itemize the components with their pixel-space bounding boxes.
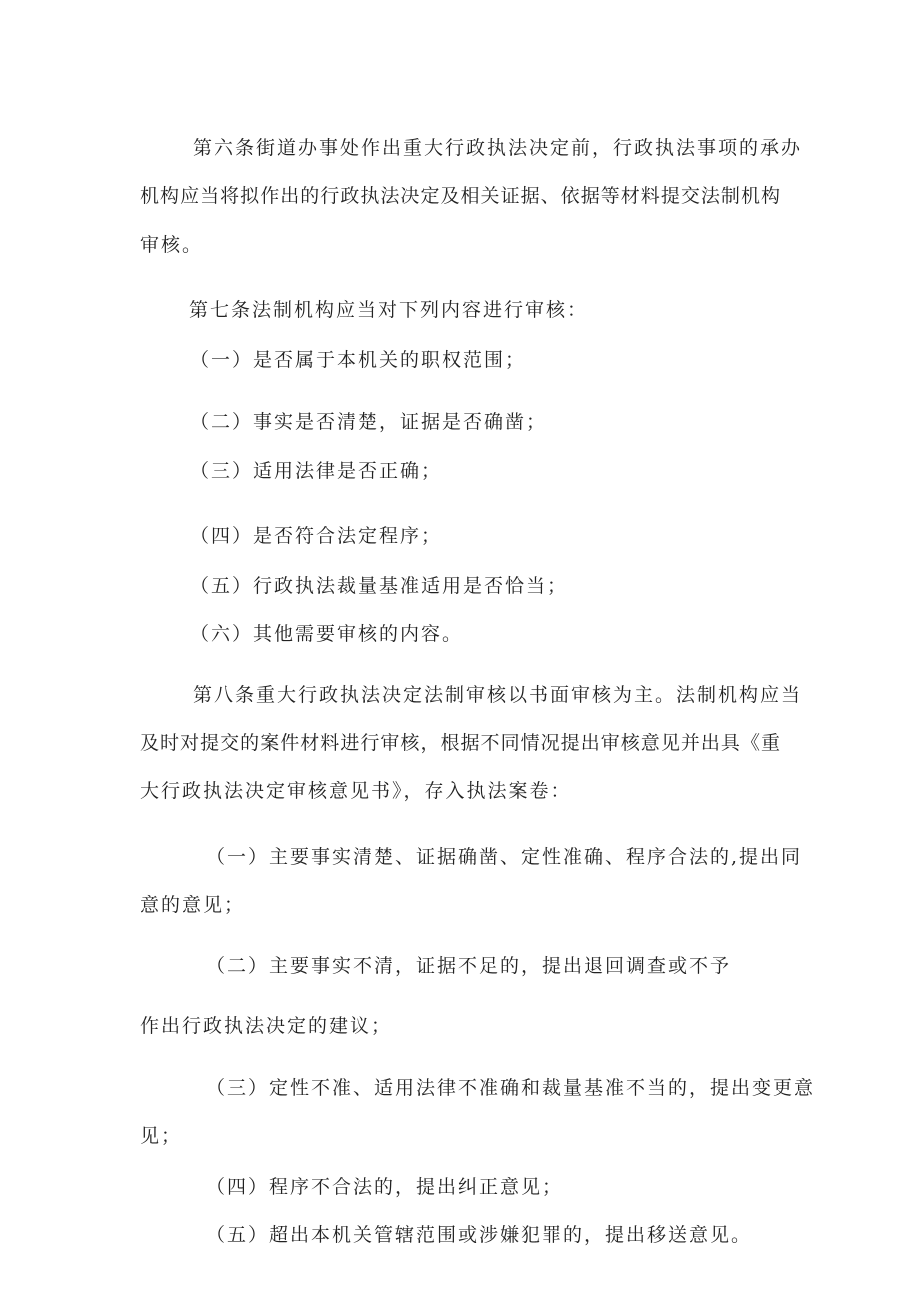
- article7-item-5: （五）行政执法裁量基准适用是否恰当；: [190, 575, 569, 597]
- article6-line-3: 审核。: [140, 234, 204, 256]
- article6-line-2: 机构应当将拟作出的行政执法决定及相关证据、依据等材料提交法制机构: [140, 185, 780, 207]
- article8-line-1: 第八条重大行政执法决定法制审核以书面审核为主。法制机构应当: [193, 684, 803, 706]
- article6-line-1: 第六条街道办事处作出重大行政执法决定前，行政执法事项的承办: [193, 137, 803, 159]
- article7-item-4: （四）是否符合法定程序；: [190, 525, 443, 547]
- article7-item-1: （一）是否属于本机关的职权范围；: [190, 349, 527, 371]
- article8-item-3-line-1: （三）定性不准、适用法律不准确和裁量基准不当的，提出变更意: [206, 1077, 816, 1099]
- article7-item-6: （六）其他需要审核的内容。: [190, 623, 464, 645]
- article8-line-3: 大行政执法决定审核意见书》，存入执法案卷：: [140, 780, 572, 802]
- article7-item-2: （二）事实是否清楚，证据是否确凿；: [190, 411, 548, 433]
- article7-heading: 第七条法制机构应当对下列内容进行审核：: [189, 299, 589, 321]
- article8-item-5: （五）超出本机关管辖范围或涉嫌犯罪的，提出移送意见。: [206, 1224, 753, 1246]
- article8-item-2-line-1: （二）主要事实不清，证据不足的，提出退回调查或不予: [206, 955, 732, 977]
- article8-item-4: （四）程序不合法的，提出纠正意见；: [206, 1176, 564, 1198]
- article7-item-3: （三）适用法律是否正确；: [190, 460, 443, 482]
- article8-item-1-line-1: （一）主要事实清楚、证据确凿、定性准确、程序合法的,提出同: [206, 846, 803, 868]
- article8-item-3-line-2: 见；: [140, 1125, 183, 1147]
- article8-item-2-line-2: 作出行政执法决定的建议；: [140, 1015, 393, 1037]
- article8-line-2: 及时对提交的案件材料进行审核，根据不同情况提出审核意见并出具《重: [140, 732, 780, 754]
- article8-item-1-line-2: 意的意见；: [140, 894, 246, 916]
